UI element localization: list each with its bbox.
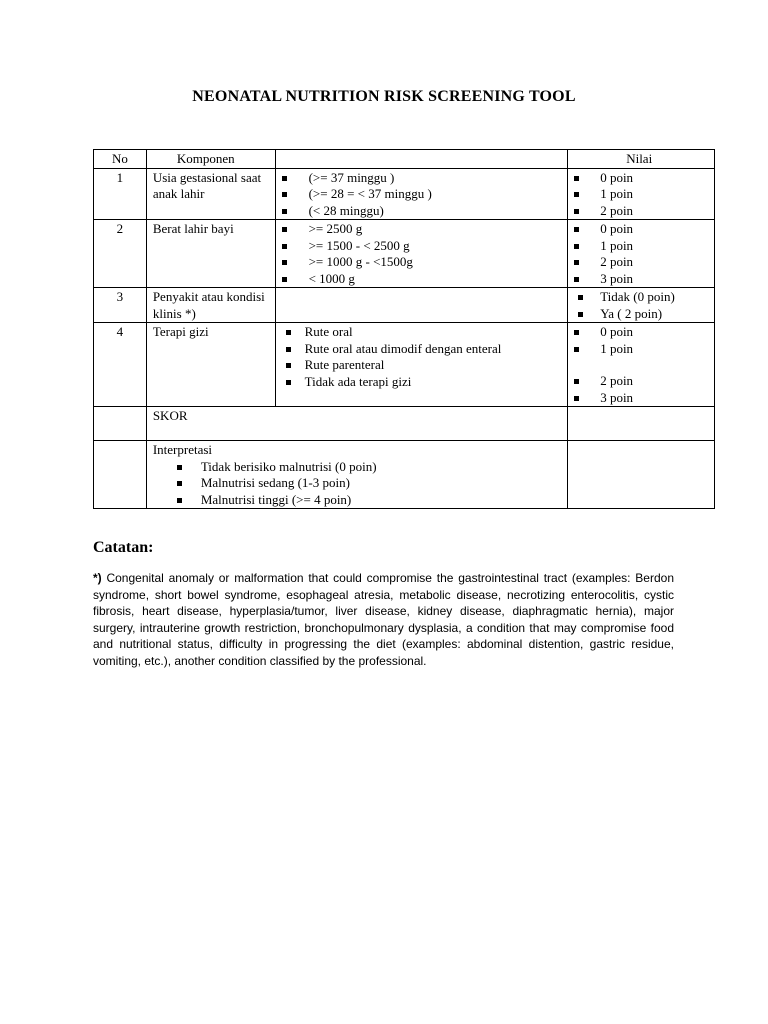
list-item: 2 poin [574, 254, 708, 271]
row-nilai [568, 288, 715, 323]
bullet-icon [282, 209, 287, 214]
bullet-icon [574, 192, 579, 197]
list-item: 0 poin [574, 221, 708, 238]
header-options [275, 150, 568, 169]
interpretasi-row [94, 441, 715, 509]
bullet-icon [574, 277, 579, 282]
row-nilai [568, 168, 715, 220]
skor-row [94, 407, 715, 441]
list-item: Malnutrisi tinggi (>= 4 poin) [177, 492, 561, 509]
row-number: 4 [94, 323, 147, 407]
catatan-note [93, 570, 674, 669]
row-nilai [568, 220, 715, 288]
list-item: >= 1000 g - <1500g [282, 254, 562, 271]
bullet-icon [286, 347, 291, 352]
row-komponen: Terapi gizi [146, 323, 275, 407]
list-item: < 1000 g [282, 271, 562, 288]
bullet-icon [177, 481, 182, 486]
row-number: 3 [94, 288, 147, 323]
bullet-icon [578, 312, 583, 317]
row-number: 1 [94, 168, 147, 220]
list-item: 1 poin [574, 186, 708, 203]
list-item: (< 28 minggu) [282, 203, 562, 220]
list-item: Malnutrisi sedang (1-3 poin) [177, 475, 561, 492]
bullet-icon [574, 260, 579, 265]
table-row [94, 220, 715, 288]
bullet-icon [574, 209, 579, 214]
bullet-icon [282, 176, 287, 181]
catatan-heading: Catatan: [93, 539, 154, 556]
bullet-icon [574, 347, 579, 352]
bullet-icon [282, 260, 287, 265]
list-item: Ya ( 2 poin) [578, 306, 708, 323]
table-row [94, 288, 715, 323]
list-item: 1 poin [574, 341, 708, 358]
bullet-icon [574, 176, 579, 181]
skor-empty-no [94, 407, 147, 441]
list-item: 0 poin [574, 324, 708, 341]
bullet-icon [574, 330, 579, 335]
screening-table [93, 149, 715, 509]
list-item: Rute oral atau dimodif dengan enteral [286, 341, 562, 358]
bullet-icon [177, 498, 182, 503]
table-header-row [94, 150, 715, 169]
bullet-icon [286, 363, 291, 368]
bullet-icon [286, 330, 291, 335]
list-item: 2 poin [574, 373, 708, 390]
bullet-icon [282, 277, 287, 282]
note-marker: *) [93, 571, 102, 585]
list-item: 3 poin [574, 390, 708, 407]
header-no: No [94, 150, 147, 169]
row-number: 2 [94, 220, 147, 288]
interpretasi-value [568, 441, 715, 509]
header-komponen: Komponen [146, 150, 275, 169]
list-item: >= 1500 - < 2500 g [282, 238, 562, 255]
list-item: Tidak (0 poin) [578, 289, 708, 306]
document-title: NEONATAL NUTRITION RISK SCREENING TOOL [192, 88, 576, 105]
bullet-icon [574, 396, 579, 401]
row-komponen: Usia gestasional saat anak lahir [146, 168, 275, 220]
bullet-icon [574, 227, 579, 232]
bullet-icon [282, 244, 287, 249]
list-item: Tidak berisiko malnutrisi (0 poin) [177, 459, 561, 476]
header-nilai: Nilai [568, 150, 715, 169]
interpretasi-label: Interpretasi [152, 442, 213, 457]
list-item: Rute oral [286, 324, 562, 341]
row-options [275, 323, 568, 407]
row-komponen: Berat lahir bayi [146, 220, 275, 288]
list-item: 2 poin [574, 203, 708, 220]
bullet-icon [578, 295, 583, 300]
row-komponen: Penyakit atau kondisi klinis *) [146, 288, 275, 323]
table-row [94, 323, 715, 407]
list-item: >= 2500 g [282, 221, 562, 238]
row-options [275, 168, 568, 220]
list-item: 0 poin [574, 170, 708, 187]
list-item: (>= 37 minggu ) [282, 170, 562, 187]
interpretasi-empty-no [94, 441, 147, 509]
list-item: (>= 28 = < 37 minggu ) [282, 186, 562, 203]
row-options [275, 288, 568, 323]
list-item: Rute parenteral [286, 357, 562, 374]
list-item: 3 poin [574, 271, 708, 288]
row-nilai [568, 323, 715, 407]
note-text: Congenital anomaly or malformation that could compromise the gastrointestinal tract (examples: Berdon syndrome, short bowel syndrome, esophageal atresia, metabolic disease, necrotizing enterocolitis, cystic fibrosis, heart disease, hyperplasia/tumor, liver disease, kidney disease, diaphragmatic hernia), major surgery, intrauterine growth restriction, bronchopulmonary dysplasia, a condition that may compromise food and nutritional status, difficulty in progressing the diet (examples: abdominal distention, gastric residue, vomiting, etc.), another condition classified by the professional. [93, 571, 674, 668]
bullet-icon [282, 227, 287, 232]
table-row [94, 168, 715, 220]
bullet-icon [282, 192, 287, 197]
row-options [275, 220, 568, 288]
interpretasi-cell [146, 441, 567, 509]
skor-label: SKOR [146, 407, 567, 441]
list-item: 1 poin [574, 238, 708, 255]
bullet-icon [574, 244, 579, 249]
bullet-icon [177, 465, 182, 470]
bullet-icon [286, 380, 291, 385]
bullet-icon [574, 379, 579, 384]
skor-value [568, 407, 715, 441]
list-item: Tidak ada terapi gizi [286, 374, 562, 391]
